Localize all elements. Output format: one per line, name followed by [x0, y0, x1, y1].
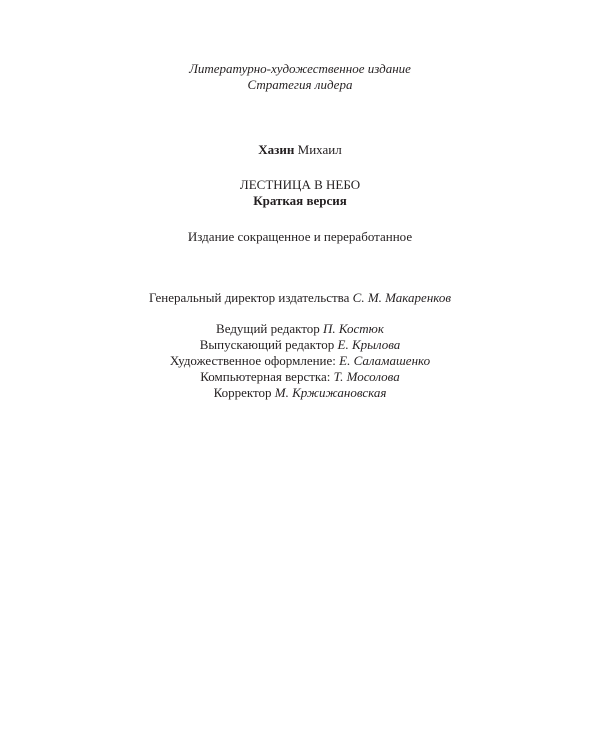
- credit-art-name: Е. Саламашенко: [339, 353, 431, 368]
- credit-art-label: Художественное оформление:: [169, 353, 336, 368]
- book-subtitle: Краткая версия: [253, 193, 347, 208]
- credit-layout: [0, 369, 600, 385]
- credit-release-editor: [0, 337, 600, 353]
- author-surname: Хазин: [258, 142, 295, 157]
- credit-lead-editor-label: Ведущий редактор: [216, 321, 320, 336]
- credit-proofreader-name: М. Кржижановская: [274, 385, 387, 400]
- credit-proofreader: [0, 385, 600, 401]
- credit-lead-editor-name: П. Костюк: [323, 321, 384, 336]
- credit-layout-name: Т. Мосолова: [333, 369, 400, 384]
- credit-lead-editor: [0, 321, 600, 337]
- series-line-1: Литературно-художественное издание: [189, 61, 411, 76]
- credit-proofreader-label: Корректор: [213, 385, 272, 400]
- credit-director-name: С. М. Макаренков: [352, 290, 452, 305]
- credit-art: [0, 353, 600, 369]
- author-line: [0, 142, 600, 158]
- credit-release-editor-name: Е. Крылова: [337, 337, 401, 352]
- edition-note: Издание сокращенное и переработанное: [187, 229, 413, 244]
- credit-layout-label: Компьютерная верстка:: [200, 369, 331, 384]
- author-name: Михаил: [297, 142, 342, 157]
- credit-release-editor-label: Выпускающий редактор: [199, 337, 335, 352]
- credit-director: [0, 290, 600, 306]
- credit-director-label: Генеральный директор издательства: [148, 290, 350, 305]
- book-title: ЛЕСТНИЦА В НЕБО: [239, 177, 361, 192]
- series-line-2: Стратегия лидера: [247, 77, 353, 92]
